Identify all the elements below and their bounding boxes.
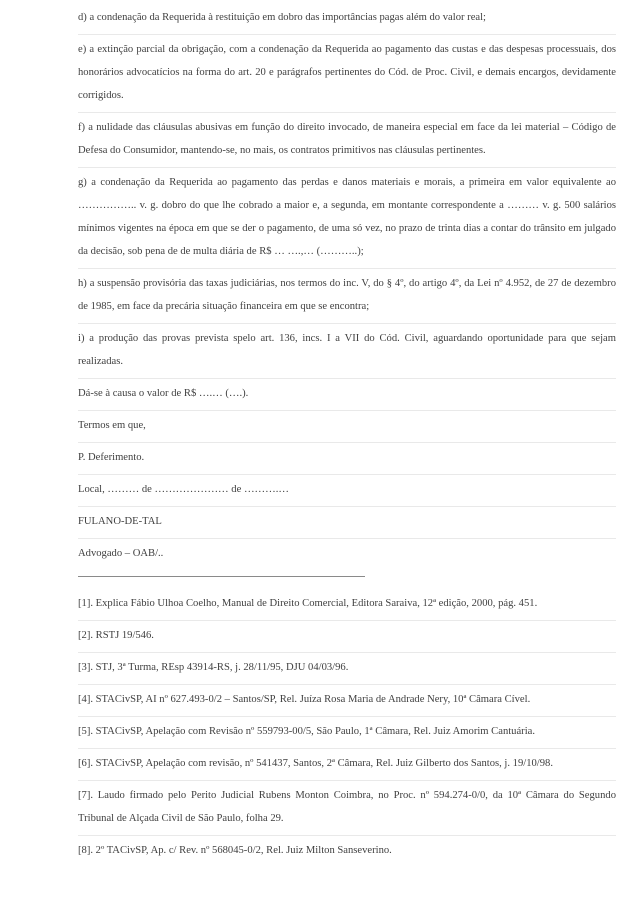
request-g: g) a condenação da Requerida ao pagamento das perdas e danos materiais e morais, a primeira em valor equivalente ao …………….. v. g. dobro do que lhe cobrado a maior e, a segunda, em montante correspondente a ……… v. g. 500 salários mínimos vigentes na época em que se der o pagamento, de uma só vez, no prazo de trinta dias a contar do trânsito em julgado da decisão, sob pena de de multa diária de R$ … ….,… (………..); [78,177,616,257]
closing-terms: Termos em que, [78,420,146,431]
paragraph-divider [78,835,616,836]
paragraph-divider [78,323,616,324]
request-f: f) a nulidade das cláusulas abusivas em função do direito invocado, de maneira especial em face da lei material – Código de Defesa do Consumidor, mantendo-se, no mais, os contratos primitivos nas cláusulas pertinentes. [78,122,616,156]
paragraph-divider [78,506,616,507]
paragraph-divider [78,620,616,621]
footnote-item: [7]. Laudo firmado pelo Perito Judicial Rubens Monton Coimbra, no Proc. nº 594.274-0/0, da 10ª Câmara do Segundo Tribunal de Alçada Civil de São Paulo, folha 29. [78,790,616,824]
footnote-separator [78,576,365,577]
request-h: h) a suspensão provisória das taxas judiciárias, nos termos do inc. V, do § 4º, do artigo 4º, da Lei nº 4.952, de 27 de dezembro de 1985, em face da precária situação financeira em que se encontra; [78,278,616,312]
request-e: e) a extinção parcial da obrigação, com a condenação da Requerida ao pagamento das custas e das despesas processuais, dos honorários advocatícios na forma do art. 20 e parágrafos pertinentes do Cód. de Proc. Civil, e demais encargos, devidamente corrigidos. [78,44,616,101]
document-page [78,0,616,872]
case-value: Dá-se à causa o valor de R$ ….… (….). [78,388,249,399]
paragraph-divider [78,167,616,168]
paragraph-divider [78,34,616,35]
paragraph-divider [78,652,616,653]
paragraph-divider [78,442,616,443]
footnotes [78,592,616,862]
paragraph-divider [78,748,616,749]
paragraph-divider [78,716,616,717]
petition-requests [78,6,616,565]
footnote-item: [5]. STACivSP, Apelação com Revisão nº 559793-00/5, São Paulo, 1ª Câmara, Rel. Juiz Amorim Cantuária. [78,726,536,737]
footnote-item: [2]. RSTJ 19/546. [78,630,154,641]
paragraph-divider [78,410,616,411]
footnote-item: [1]. Explica Fábio Ulhoa Coelho, Manual de Direito Comercial, Editora Saraiva, 12ª edição, 2000, pág. 451. [78,598,538,609]
paragraph-divider [78,538,616,539]
signatory-name: FULANO-DE-TAL [78,516,162,527]
footnote-item: [4]. STACivSP, AI nº 627.493-0/2 – Santos/SP, Rel. Juíza Rosa Maria de Andrade Nery, 10ª Câmara Cível. [78,694,531,705]
paragraph-divider [78,684,616,685]
paragraph-divider [78,112,616,113]
place-date-line: Local, ……… de ………………… de ……….… [78,484,289,495]
closing-deferment: P. Deferimento. [78,452,145,463]
request-i: i) a produção das provas prevista spelo art. 136, incs. I a VII do Cód. Civil, aguardando oportunidade para que sejam realizadas. [78,333,616,367]
page-bottom-spacer [78,862,616,872]
paragraph-divider [78,474,616,475]
signatory-title: Advogado – OAB/.. [78,548,164,559]
footnote-item: [8]. 2º TACivSP, Ap. c/ Rev. nº 568045-0/2, Rel. Juiz Milton Sanseverino. [78,845,392,856]
paragraph-divider [78,780,616,781]
request-d: d) a condenação da Requerida à restituição em dobro das importâncias pagas além do valor real; [78,12,486,23]
paragraph-divider [78,268,616,269]
footnote-item: [3]. STJ, 3ª Turma, REsp 43914-RS, j. 28/11/95, DJU 04/03/96. [78,662,349,673]
footnote-item: [6]. STACivSP, Apelação com revisão, nº 541437, Santos, 2ª Câmara, Rel. Juiz Gilberto dos Santos, j. 19/10/98. [78,758,553,769]
paragraph-divider [78,378,616,379]
